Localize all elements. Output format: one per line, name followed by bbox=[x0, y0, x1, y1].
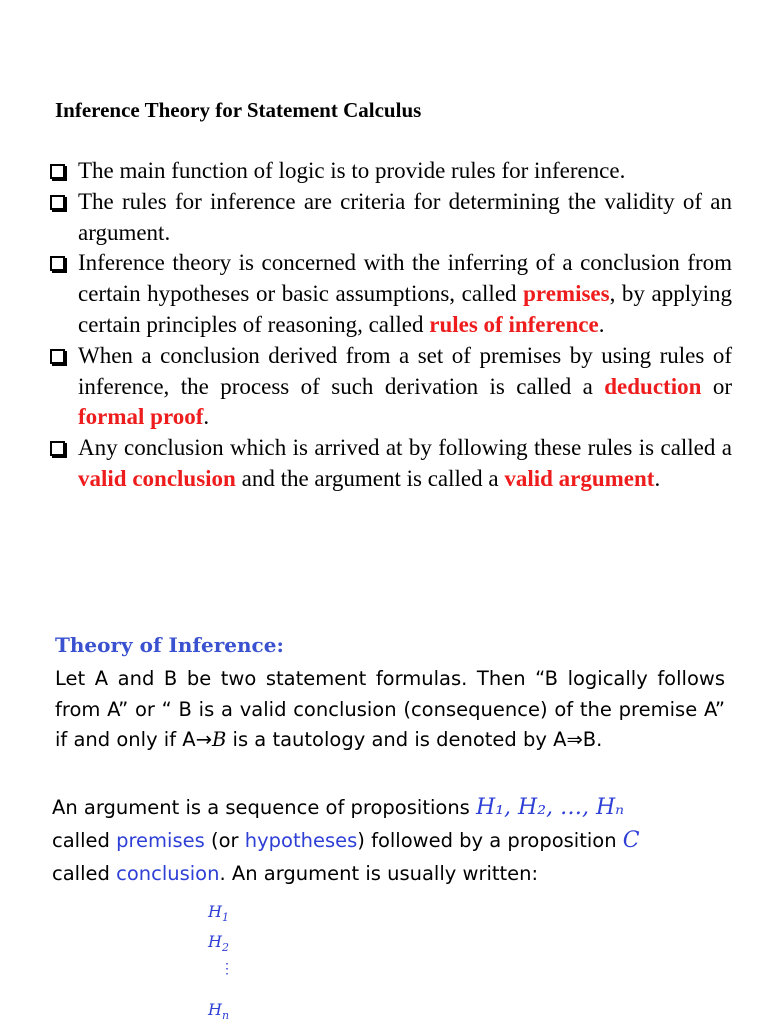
argument-line-2 bbox=[52, 824, 742, 857]
checkbox-bullet-icon bbox=[50, 349, 65, 364]
bullet-text: The rules for inference are criteria for determining the validity of an argument. bbox=[78, 188, 732, 245]
bullet-text: The main function of logic is to provide rules for inference. bbox=[78, 158, 626, 183]
argument-text: . An argument is usually written: bbox=[219, 862, 539, 885]
proposition-c: C bbox=[622, 828, 640, 853]
argument-paragraph bbox=[52, 791, 742, 890]
term-premises: premises bbox=[116, 829, 205, 852]
section-title: Theory of Inference: bbox=[55, 633, 284, 657]
vertical-ellipsis: ⋮ bbox=[220, 961, 234, 977]
argument-text: called bbox=[52, 862, 117, 885]
checkbox-bullet-icon bbox=[50, 256, 65, 271]
checkbox-bullet-icon bbox=[50, 164, 65, 179]
variable-b: B bbox=[211, 728, 227, 751]
bullet-item bbox=[48, 156, 732, 187]
bullet-item bbox=[48, 433, 732, 495]
hypothesis-2: $H_2$ bbox=[208, 932, 229, 955]
highlighted-term: valid conclusion bbox=[78, 465, 236, 491]
argument-text: (or bbox=[204, 829, 245, 852]
bullet-item bbox=[48, 341, 732, 433]
argument-line-3 bbox=[52, 857, 742, 890]
argument-text: called bbox=[52, 829, 117, 852]
definition-text-end: is a tautology and is denoted by A⇒B. bbox=[226, 728, 603, 751]
bullet-item bbox=[48, 187, 732, 249]
argument-text: An argument is a sequence of propositions bbox=[52, 796, 477, 819]
highlighted-term: formal proof bbox=[78, 404, 204, 430]
bullet-text: . bbox=[598, 311, 605, 337]
bullet-text: . bbox=[654, 465, 661, 491]
checkbox-bullet-icon bbox=[50, 441, 65, 456]
bullet-text: When a conclusion derived from a set of premises by using rules of inference, the process of such derivation is called a bbox=[78, 342, 732, 399]
highlighted-term: deduction bbox=[604, 373, 702, 399]
definition-paragraph bbox=[55, 664, 725, 756]
bullet-list bbox=[48, 156, 732, 495]
propositions-formula: H₁, H₂, …, Hₙ bbox=[476, 795, 625, 820]
hypothesis-1: $H_1$ bbox=[208, 902, 229, 925]
highlighted-term: premises bbox=[523, 281, 610, 307]
highlighted-term: valid argument bbox=[504, 465, 655, 491]
bullet-text: Any conclusion which is arrived at by following these rules is called a bbox=[78, 435, 732, 461]
bullet-text: , by applying certain principles of reasoning, called bbox=[78, 281, 732, 337]
argument-text: ) followed by a proposition bbox=[357, 829, 623, 852]
bullet-text: and the argument is called a bbox=[235, 465, 505, 491]
argument-line-1 bbox=[52, 791, 742, 824]
checkbox-bullet-icon bbox=[50, 195, 65, 210]
page-title: Inference Theory for Statement Calculus bbox=[55, 98, 422, 122]
term-hypotheses: hypotheses bbox=[244, 829, 358, 852]
bullet-text: . bbox=[203, 404, 210, 430]
definition-text: Let A and B be two statement formulas. Then “B logically follows from A” or “ B is a valid conclusion (consequence) of the premise A” if and only if A→ bbox=[55, 667, 725, 751]
bullet-item bbox=[48, 248, 732, 340]
term-conclusion: conclusion bbox=[116, 862, 220, 885]
bullet-text: Inference theory is concerned with the inferring of a conclusion from certain hypotheses or basic assumptions, called bbox=[78, 250, 732, 307]
hypothesis-n: $H_n$ bbox=[208, 1000, 230, 1023]
highlighted-term: rules of inference bbox=[429, 311, 599, 337]
bullet-text: or bbox=[701, 373, 732, 399]
